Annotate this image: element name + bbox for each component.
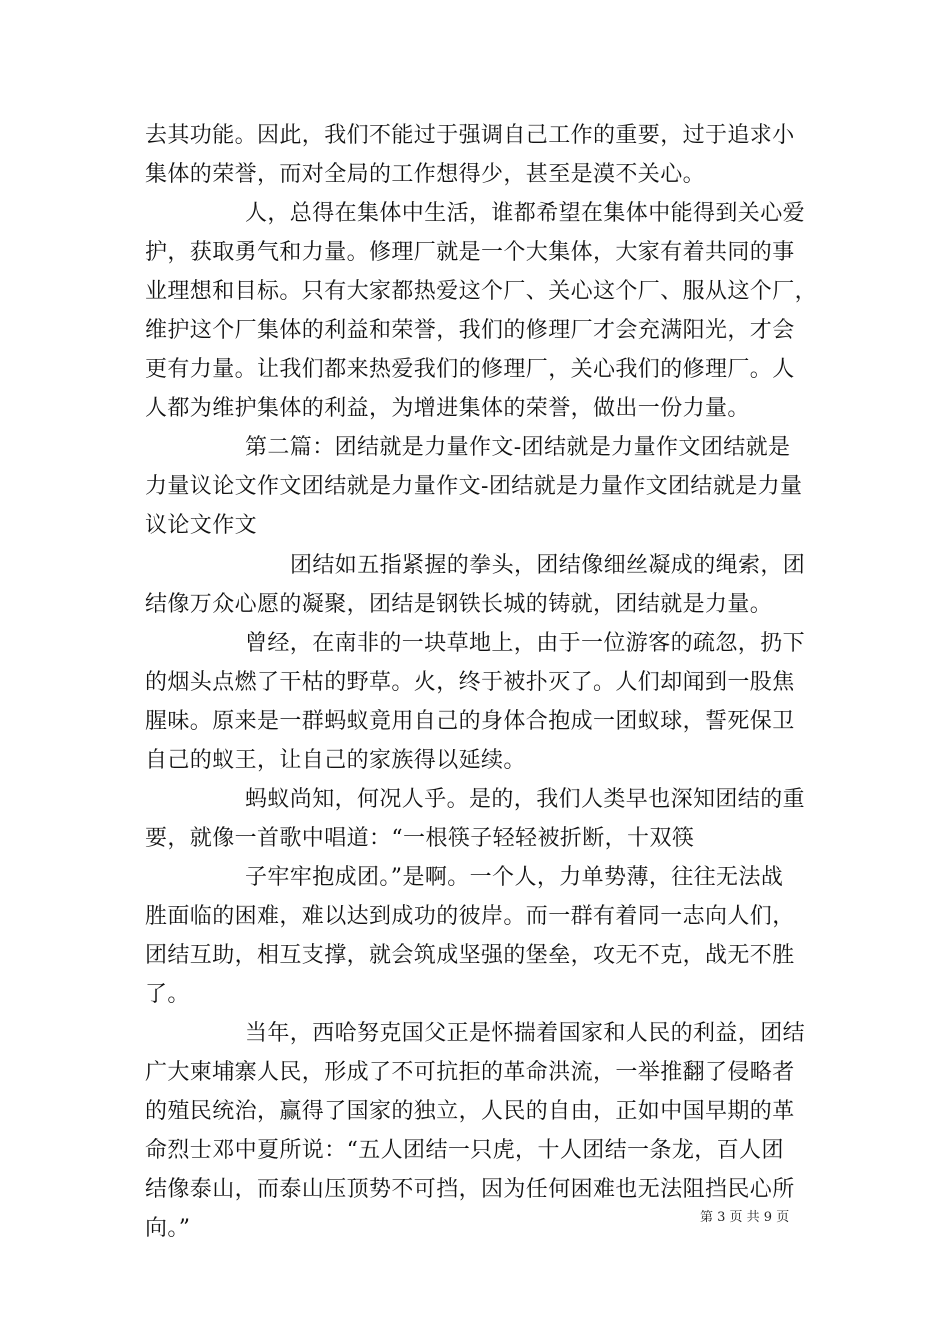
text-line: 集体的荣誉，而对全局的工作想得少，甚至是漠不关心。 (145, 162, 706, 187)
text-line: 腥味。原来是一群蚂蚁竟用自己的身体合抱成一团蚁球，誓死保卫 (145, 709, 795, 734)
text-line: 团结互助，相互支撑，就会筑成坚强的堡垒，攻无不克，战无不胜 (145, 943, 795, 968)
text-line: 子牢牢抱成团。”是啊。一个人，力单势薄，往往无法战 (245, 865, 784, 890)
text-line: 当年，西哈努克国父正是怀揣着国家和人民的利益，团结 (245, 1021, 806, 1046)
text-line: 业理想和目标。只有大家都热爱这个厂、关心这个厂、服从这个厂， (145, 279, 818, 304)
text-line: 结像泰山，而泰山压顶势不可挡，因为任何困难也无法阻挡民心所 (145, 1177, 795, 1202)
section-heading-line: 力量议论文作文团结就是力量作文-团结就是力量作文团结就是力量 (145, 474, 803, 499)
section-heading-line: 议论文作文 (145, 513, 258, 538)
text-line: 胜面临的困难，难以达到成功的彼岸。而一群有着同一志向人们， (145, 904, 795, 929)
page-number-footer: 第 3 页 共 9 页 (700, 1210, 790, 1225)
text-line: 团结如五指紧握的拳头，团结像细丝凝成的绳索，团 (290, 553, 806, 578)
text-line: 去其功能。因此，我们不能过于强调自己工作的重要，过于追求小 (145, 123, 795, 148)
text-line: 人，总得在集体中生活，谁都希望在集体中能得到关心爱 (245, 201, 806, 226)
text-line: 曾经，在南非的一块草地上，由于一位游客的疏忽，扔下 (245, 631, 806, 656)
text-line: 命烈士邓中夏所说：“五人团结一只虎，十人团结一条龙，百人团 (145, 1138, 784, 1163)
text-line: 更有力量。让我们都来热爱我们的修理厂，关心我们的修理厂。人 (145, 357, 795, 382)
text-line: 向。” (145, 1216, 191, 1241)
section-heading-line: 第二篇：团结就是力量作文-团结就是力量作文团结就是 (245, 435, 791, 460)
text-line: 结像万众心愿的凝聚，团结是钢铁长城的铸就，团结就是力量。 (145, 592, 773, 617)
text-line: 了。 (145, 982, 190, 1007)
text-line: 蚂蚁尚知，何况人乎。是的，我们人类早也深知团结的重 (245, 787, 806, 812)
text-line: 维护这个厂集体的利益和荣誉，我们的修理厂才会充满阳光，才会 (145, 318, 795, 343)
text-line: 自己的蚁王，让自己的家族得以延续。 (145, 748, 526, 773)
text-line: 要，就像一首歌中唱道：“一根筷子轻轻被折断，十双筷 (145, 826, 695, 851)
text-line: 人都为维护集体的利益，为增进集体的荣誉，做出一份力量。 (145, 396, 750, 421)
text-line: 的烟头点燃了干枯的野草。火，终于被扑灭了。人们却闻到一股焦 (145, 670, 795, 695)
text-line: 广大柬埔寨人民，形成了不可抗拒的革命洪流，一举推翻了侵略者 (145, 1060, 795, 1085)
text-line: 护，获取勇气和力量。修理厂就是一个大集体，大家有着共同的事 (145, 240, 795, 265)
text-line: 的殖民统治，赢得了国家的独立，人民的自由，正如中国早期的革 (145, 1099, 795, 1124)
